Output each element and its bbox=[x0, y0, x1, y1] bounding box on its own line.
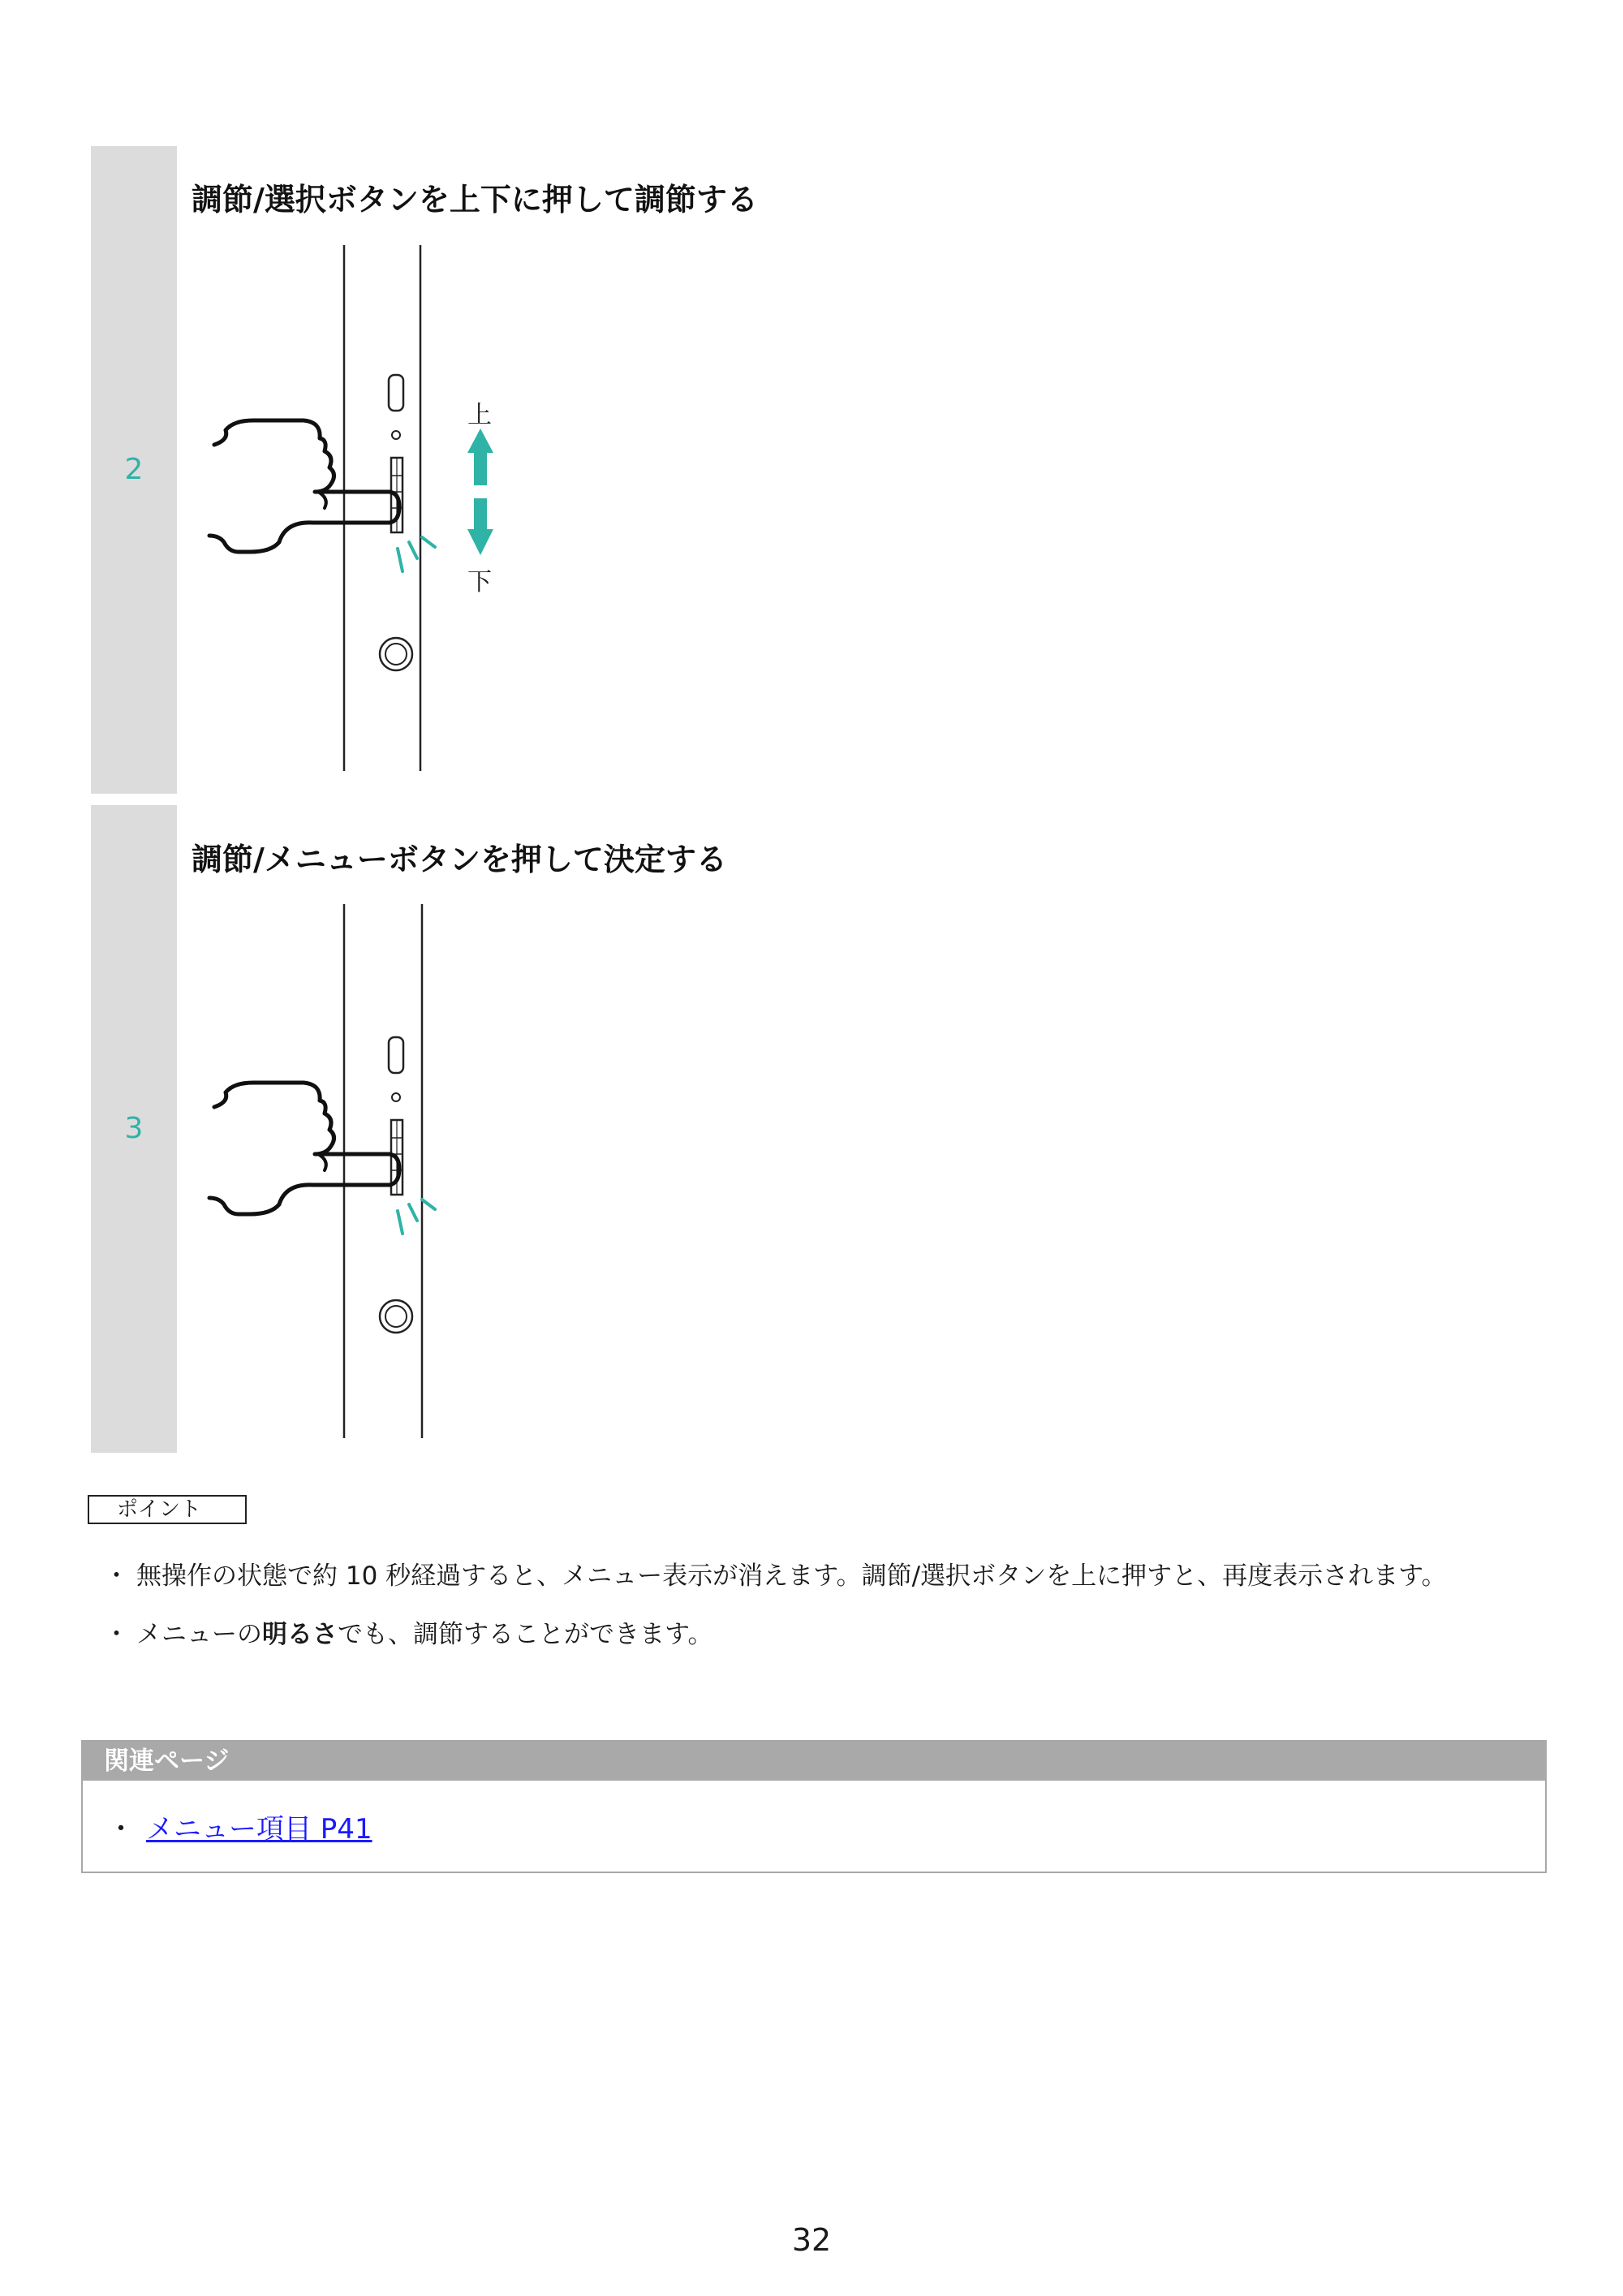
related-item bbox=[107, 1807, 372, 1846]
step-number: 3 bbox=[124, 1112, 144, 1145]
page-number: 32 bbox=[791, 2222, 832, 2258]
step-3-title: 調節/メニューボタンを押して決定する bbox=[192, 842, 727, 877]
point-label: ポイント bbox=[88, 1495, 247, 1524]
step-2-column bbox=[91, 146, 177, 794]
up-label: 上 bbox=[467, 401, 492, 429]
adjust-button-illustration bbox=[192, 240, 516, 776]
bullet-prefix: メニューの bbox=[136, 1620, 262, 1649]
step-3-column bbox=[91, 805, 177, 1453]
down-label: 下 bbox=[467, 568, 492, 597]
point-bullet-2 bbox=[104, 1618, 1447, 1651]
related-pages-box bbox=[81, 1740, 1547, 1873]
step-number: 2 bbox=[124, 453, 144, 486]
point-bullet-1: ・ 無操作の状態で約 10 秒経過すると、メニュー表示が消えます。調節/選択ボタンを上に押すと、再度表示されます。 bbox=[104, 1560, 1447, 1592]
point-bullets bbox=[104, 1560, 1447, 1677]
menu-items-link[interactable]: メニュー項目 P41 bbox=[146, 1813, 372, 1846]
related-pages-header: 関連ページ bbox=[83, 1742, 1545, 1781]
menu-button-illustration bbox=[192, 899, 516, 1443]
bullet-dot: ・ bbox=[107, 1813, 135, 1846]
brightness-term: 明るさ bbox=[262, 1620, 338, 1649]
bullet-suffix: でも、調節することができます。 bbox=[338, 1620, 713, 1649]
step-2-title: 調節/選択ボタンを上下に押して調節する bbox=[192, 182, 758, 218]
